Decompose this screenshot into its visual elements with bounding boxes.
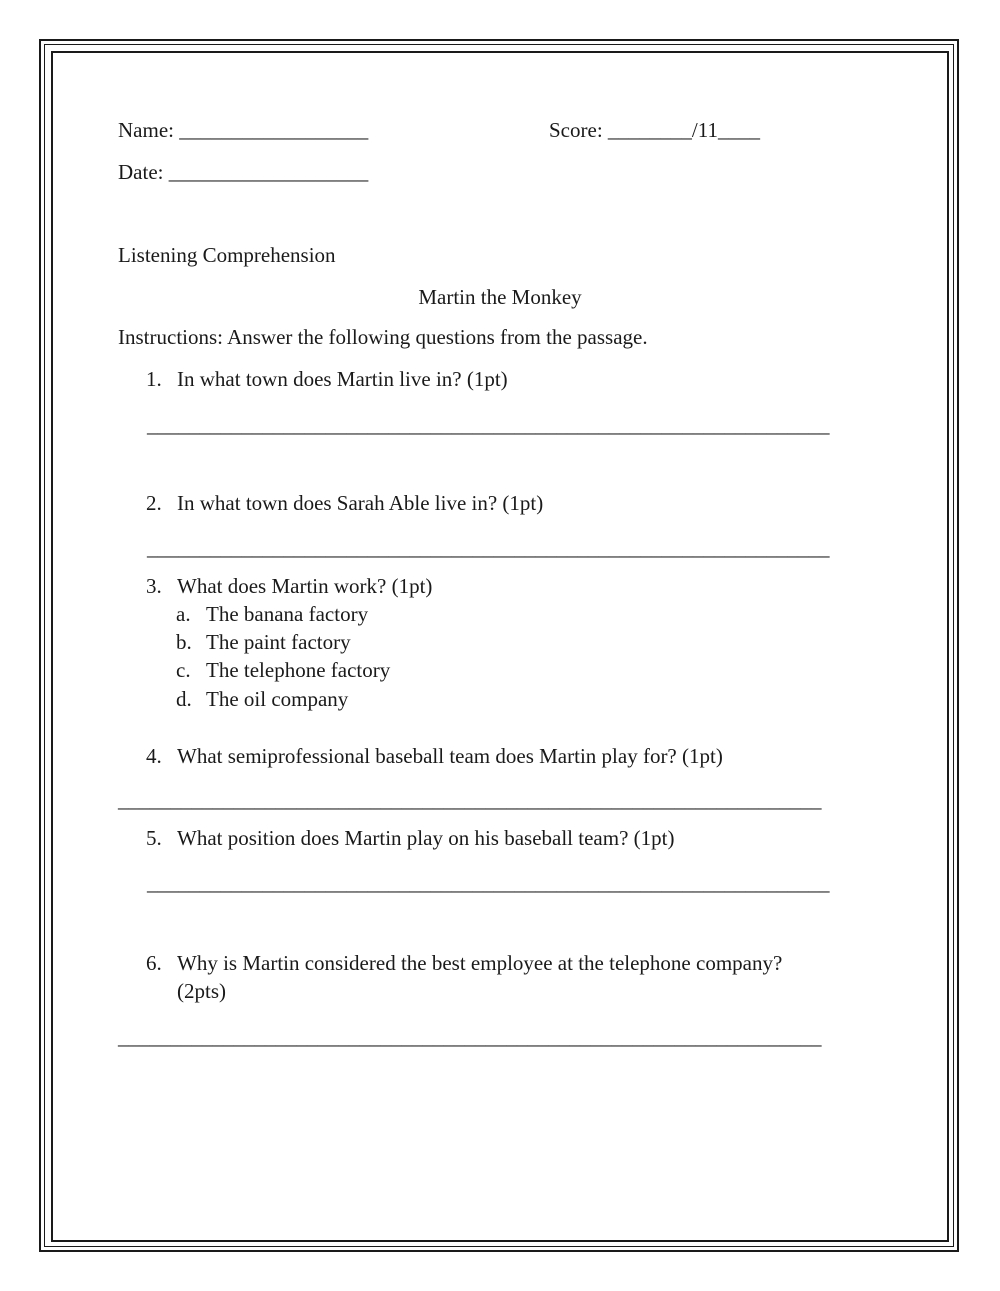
option-letter: a. — [176, 602, 191, 626]
question-number: 6. — [146, 951, 162, 975]
question-text: What does Martin work? (1pt) — [177, 574, 433, 598]
answer-line[interactable]: _________________________________________________________________ — [147, 413, 830, 437]
question-number: 4. — [146, 744, 162, 768]
instructions: Instructions: Answer the following questions from the passage. — [118, 325, 648, 349]
answer-line[interactable]: ___________________________________________________________________ — [118, 1025, 822, 1049]
option-d[interactable]: The oil company — [206, 687, 349, 711]
question-text: Why is Martin considered the best employee at the telephone company? — [177, 951, 783, 975]
question-points: (2pts) — [177, 979, 226, 1003]
question-text: What semiprofessional baseball team does Martin play for? (1pt) — [177, 744, 723, 768]
date-field[interactable]: Date: ___________________ — [118, 160, 369, 184]
score-field[interactable]: Score: ________/11____ — [549, 118, 760, 142]
option-b[interactable]: The paint factory — [206, 630, 351, 654]
question-text: In what town does Martin live in? (1pt) — [177, 367, 508, 391]
option-letter: d. — [176, 687, 192, 711]
question-number: 2. — [146, 491, 162, 515]
name-field[interactable]: Name: __________________ — [118, 118, 369, 142]
option-letter: c. — [176, 658, 191, 682]
option-a[interactable]: The banana factory — [206, 602, 369, 626]
answer-line[interactable]: _________________________________________________________________ — [147, 536, 830, 560]
option-letter: b. — [176, 630, 192, 654]
question-number: 3. — [146, 574, 162, 598]
question-text: In what town does Sarah Able live in? (1pt) — [177, 491, 544, 515]
question-text: What position does Martin play on his baseball team? (1pt) — [177, 826, 675, 850]
answer-line[interactable]: _________________________________________________________________ — [147, 871, 830, 895]
option-c[interactable]: The telephone factory — [206, 658, 391, 682]
section-title: Listening Comprehension — [118, 243, 336, 267]
story-title: Martin the Monkey — [418, 285, 582, 309]
question-number: 5. — [146, 826, 162, 850]
answer-line[interactable]: ___________________________________________________________________ — [118, 788, 822, 812]
question-number: 1. — [146, 367, 162, 391]
